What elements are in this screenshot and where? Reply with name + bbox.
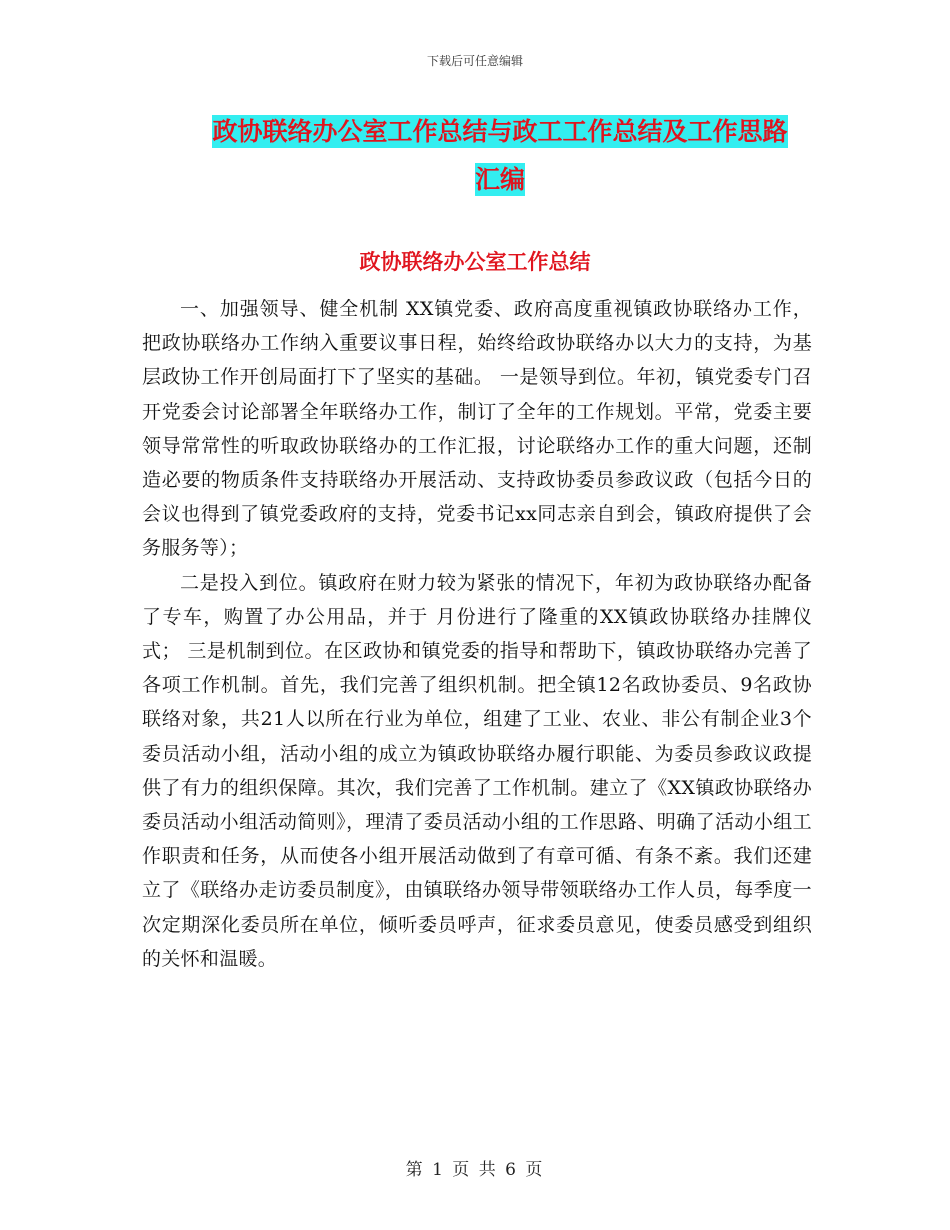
document-body xyxy=(142,292,812,976)
page-header-note: 下载后可任意编辑 xyxy=(426,54,523,68)
paragraph: 二是投入到位。镇政府在财力较为紧张的情况下，年初为政协联络办配备了专车，购置了办公用品，并于 月份进行了隆重的XX镇政协联络办挂牌仪式； 三是机制到位。在区政协和镇党委的指导和帮助下，镇政协联络办完善了各项工作机制。首先，我们完善了组织机制。把全镇12名政协委员、9名政协联络对象，共21人以所在行业为单位，组建了工业、农业、非公有制企业3个委员活动小组，活动小组的成立为镇政协联络办履行职能、为委员参政议政提供了有力的组织保障。其次，我们完善了工作机制。建立了《XX镇政协联络办委员活动小组活动简则》，理清了委员活动小组的工作思路、明确了活动小组工作职责和任务，从而使各小组开展活动做到了有章可循、有条不紊。我们还建立了《联络办走访委员制度》，由镇联络办领导带领联络办工作人员，每季度一次定期深化委员所在单位，倾听委员呼声，征求委员意见，使委员感受到组织的关怀和温暖。 xyxy=(142,571,812,970)
section-title: 政协联络办公室工作总结 xyxy=(359,250,591,274)
document-title-line2: 汇编 xyxy=(474,165,525,194)
page-number: 第 1 页 共 6 页 xyxy=(405,1160,545,1180)
document-title-line1: 政协联络办公室工作总结与政工工作总结及工作思路 xyxy=(212,117,788,146)
document-title xyxy=(150,108,850,204)
paragraph: 一、加强领导、健全机制 XX镇党委、政府高度重视镇政协联络办工作，把政协联络办工作纳入重要议事日程，始终给政协联络办以大力的支持，为基层政协工作开创局面打下了坚实的基础。 一是领导到位。年初，镇党委专门召开党委会讨论部署全年联络办工作，制订了全年的工作规划。平常，党委主要领导常常性的听取政协联络办的工作汇报，讨论联络办工作的重大问题，还制造必要的物质条件支持联络办开展活动、支持政协委员参政议政（包括今日的会议也得到了镇党委政府的支持，党委书记xx同志亲自到会，镇政府提供了会务服务等）； xyxy=(142,298,812,560)
